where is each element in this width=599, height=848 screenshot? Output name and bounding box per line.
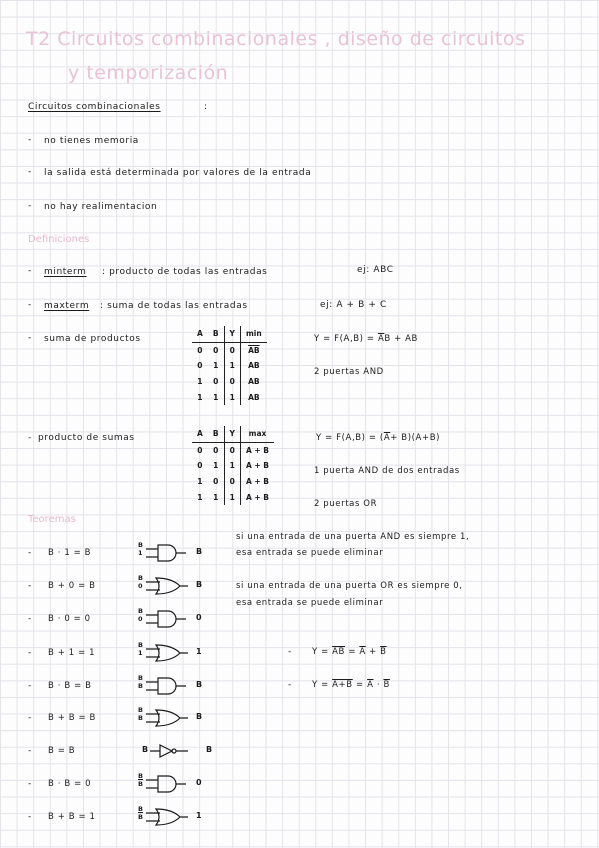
theorem-expression: B · B = B xyxy=(48,681,92,691)
section-heading-definiciones: Definiciones xyxy=(28,234,90,245)
table-cell: 0 xyxy=(224,374,240,390)
section-heading-teoremas: Teoremas xyxy=(28,514,76,525)
col-header-a: A xyxy=(192,426,208,442)
table-cell-minterm: $\overline{AB}$ xyxy=(248,345,260,355)
bullet-dash: - xyxy=(288,680,292,690)
gate-input-label: B xyxy=(138,541,143,549)
gate-input-label: B xyxy=(138,706,143,714)
pos-equation-lhs: Y = F(A,B) = ( xyxy=(316,433,384,443)
gate-output-label: B xyxy=(196,712,203,721)
table-cell: 0 xyxy=(224,474,240,490)
table-cell: 0 xyxy=(197,461,203,471)
demorgan-or-a: $\overline{A}$ xyxy=(367,680,374,690)
minterm-term: minterm xyxy=(44,267,87,277)
demorgan-and-a: $\overline{A}$ xyxy=(359,647,366,657)
demorgan-or-eq: = xyxy=(356,680,364,690)
demorgan-and-b: $\overline{B}$ xyxy=(380,647,387,657)
bullet-dash: - xyxy=(288,647,292,657)
theorem-expression: B + 1 = 1 xyxy=(48,648,96,658)
bullet-dash: - xyxy=(28,201,32,211)
gate-output-label: B xyxy=(196,547,203,556)
note-and-line1: si una entrada de una puerta AND es siempre 1, xyxy=(236,532,470,542)
gate-input-label: 0 xyxy=(138,615,143,623)
bullet-dash: - xyxy=(28,300,32,310)
table-cell-maxterm: A + B xyxy=(245,477,269,487)
table-cell: 1 xyxy=(224,358,240,374)
gate-input-label: $\overline{B}$ xyxy=(138,813,143,821)
gate-output-label: B xyxy=(196,580,203,589)
table-cell: 1 xyxy=(213,461,219,471)
bullet-realimentacion: no hay realimentacion xyxy=(44,202,158,212)
table-cell-minterm: AB xyxy=(248,392,260,402)
gate-input-label: B xyxy=(138,682,143,690)
col-header-y: Y xyxy=(224,326,240,342)
pos-note-or: 2 puertas OR xyxy=(314,499,378,509)
page-title: T2 Circuitos combinacionales , diseño de circuitos xyxy=(26,28,526,50)
gate-output-label: 1 xyxy=(196,811,202,820)
col-header-min: min xyxy=(240,326,266,342)
gate-input-label: B xyxy=(142,745,149,754)
maxterm-term: maxterm xyxy=(44,301,90,311)
table-cell: 1 xyxy=(224,389,240,405)
bullet-memoria: no tienes memoria xyxy=(44,136,139,146)
gate-input-label: B xyxy=(138,714,143,722)
table-cell: 0 xyxy=(197,445,203,455)
gate-input-label: B xyxy=(138,772,143,780)
sop-note: 2 puertas AND xyxy=(314,367,384,377)
theorem-expression: B · 1 = B xyxy=(48,548,92,558)
and-gate-icon xyxy=(146,608,202,630)
note-and-line2: esa entrada se puede eliminar xyxy=(236,548,384,558)
bullet-dash: - xyxy=(28,433,32,443)
table-cell: 1 xyxy=(197,377,203,387)
gate-input-label: B xyxy=(138,805,143,813)
pos-equation-rest: + B)(A+B) xyxy=(390,433,441,443)
demorgan-or-bar: A+B xyxy=(332,680,353,690)
bullet-dash: - xyxy=(28,167,32,177)
gate-input-label: B xyxy=(138,607,143,615)
col-header-a: A xyxy=(192,326,208,342)
theorem-expression: B = B xyxy=(48,746,76,756)
col-header-y: Y xyxy=(224,426,240,442)
or-gate-icon xyxy=(146,642,202,664)
truth-table-pos xyxy=(192,426,274,505)
table-cell: 0 xyxy=(224,442,240,458)
theorem-expression: B · 0 = 0 xyxy=(48,614,91,624)
and-gate-icon xyxy=(146,675,202,697)
or-gate-icon xyxy=(146,806,202,828)
bullet-dash: - xyxy=(28,681,32,691)
gate-input-label: B xyxy=(138,574,143,582)
bullet-dash: - xyxy=(28,779,32,789)
not-gate-icon xyxy=(150,740,206,762)
bullet-dash: - xyxy=(28,581,32,591)
or-gate-icon xyxy=(146,575,202,597)
table-cell: 1 xyxy=(213,492,219,502)
section-heading-combinacionales: Circuitos combinacionales xyxy=(28,102,161,112)
suma-productos-label: suma de productos xyxy=(44,334,141,344)
table-cell: 1 xyxy=(213,392,219,402)
gate-output-label: 0 xyxy=(196,613,202,622)
bullet-dash: - xyxy=(28,333,32,343)
maxterm-definition: : suma de todas las entradas xyxy=(100,301,248,311)
table-cell: 0 xyxy=(224,342,240,358)
bullet-dash: - xyxy=(28,713,32,723)
gate-output-label: B xyxy=(206,745,213,754)
pos-equation-bar: $\overline{A}$ xyxy=(383,433,391,443)
heading-colon: : xyxy=(204,102,208,112)
table-cell-minterm: AB xyxy=(248,361,260,371)
demorgan-and-bar: $\overline{AB}$ xyxy=(332,647,345,657)
note-or-line1: si una entrada de una puerta OR es siempre 0, xyxy=(236,581,463,591)
and-gate-icon xyxy=(146,542,202,564)
and-gate-icon xyxy=(146,773,202,795)
bullet-dash: - xyxy=(28,135,32,145)
bullet-dash: - xyxy=(28,812,32,822)
demorgan-or-dot: · xyxy=(376,680,381,690)
demorgan-and-lhs: Y = xyxy=(312,647,329,657)
sop-equation-rest: B + AB xyxy=(384,334,418,344)
table-cell: 1 xyxy=(224,489,240,505)
table-cell: 1 xyxy=(197,492,203,502)
table-cell: 0 xyxy=(213,477,219,487)
table-cell: 0 xyxy=(197,361,203,371)
theorem-expression: B · B = 0 xyxy=(48,779,92,789)
note-or-line2: esa entrada se puede eliminar xyxy=(236,598,384,608)
maxterm-example: ej: A + B + C xyxy=(320,300,387,310)
minterm-definition: : producto de todas las entradas xyxy=(102,267,268,277)
col-header-b: B xyxy=(208,326,224,342)
table-cell-maxterm: A + B xyxy=(245,461,269,471)
theorem-expression: B + B = 1 xyxy=(48,812,96,822)
demorgan-or-lhs: Y = xyxy=(312,680,329,690)
gate-input-label: 0 xyxy=(138,582,143,590)
producto-sumas-label: producto de sumas xyxy=(38,433,135,443)
demorgan-and-eq: = xyxy=(348,647,357,657)
table-cell: 0 xyxy=(213,445,219,455)
table-cell: 1 xyxy=(197,477,203,487)
demorgan-and-plus: + xyxy=(369,647,377,657)
or-gate-icon xyxy=(146,707,202,729)
demorgan-or-b: $\overline{B}$ xyxy=(383,680,390,690)
theorem-expression: B + B = B xyxy=(48,713,96,723)
table-cell: 0 xyxy=(213,377,219,387)
sop-equation xyxy=(314,334,418,344)
gate-output-label: 0 xyxy=(196,778,202,787)
table-cell-maxterm: A + B xyxy=(245,445,269,455)
gate-input-label: B xyxy=(138,674,143,682)
truth-table-sop xyxy=(192,326,267,405)
table-cell: 1 xyxy=(224,458,240,474)
pos-equation xyxy=(316,433,440,443)
sop-equation-term-a: $\overline{A}$ xyxy=(377,334,385,344)
theorem-expression: B + 0 = B xyxy=(48,581,96,591)
demorgan-and xyxy=(312,647,387,657)
table-cell-minterm: AB xyxy=(248,377,260,387)
gate-input-label: 1 xyxy=(138,649,143,657)
pos-note-and: 1 puerta AND de dos entradas xyxy=(314,466,460,476)
bullet-dash: - xyxy=(28,614,32,624)
col-header-b: B xyxy=(208,426,224,442)
page-title-line2: y temporización xyxy=(68,62,229,84)
gate-input-label: 1 xyxy=(138,549,143,557)
minterm-example: ej: ABC xyxy=(357,265,394,275)
bullet-salida: la salida está determinada por valores de la entrada xyxy=(44,168,312,178)
table-cell: 1 xyxy=(197,392,203,402)
table-cell: 0 xyxy=(213,345,219,355)
gate-output-label: 1 xyxy=(196,647,202,656)
sop-equation-lhs: Y = F(A,B) = xyxy=(314,334,375,344)
bullet-dash: - xyxy=(28,548,32,558)
bullet-dash: - xyxy=(28,746,32,756)
table-cell: 1 xyxy=(213,361,219,371)
gate-input-label: B xyxy=(138,641,143,649)
bullet-dash: - xyxy=(28,266,32,276)
demorgan-or xyxy=(312,680,390,690)
col-header-max: max xyxy=(240,426,274,442)
bullet-dash: - xyxy=(28,648,32,658)
table-cell-maxterm: A + B xyxy=(245,492,269,502)
gate-input-label: $\overline{B}$ xyxy=(138,780,143,788)
table-cell: 0 xyxy=(197,345,203,355)
gate-output-label: B xyxy=(196,680,203,689)
